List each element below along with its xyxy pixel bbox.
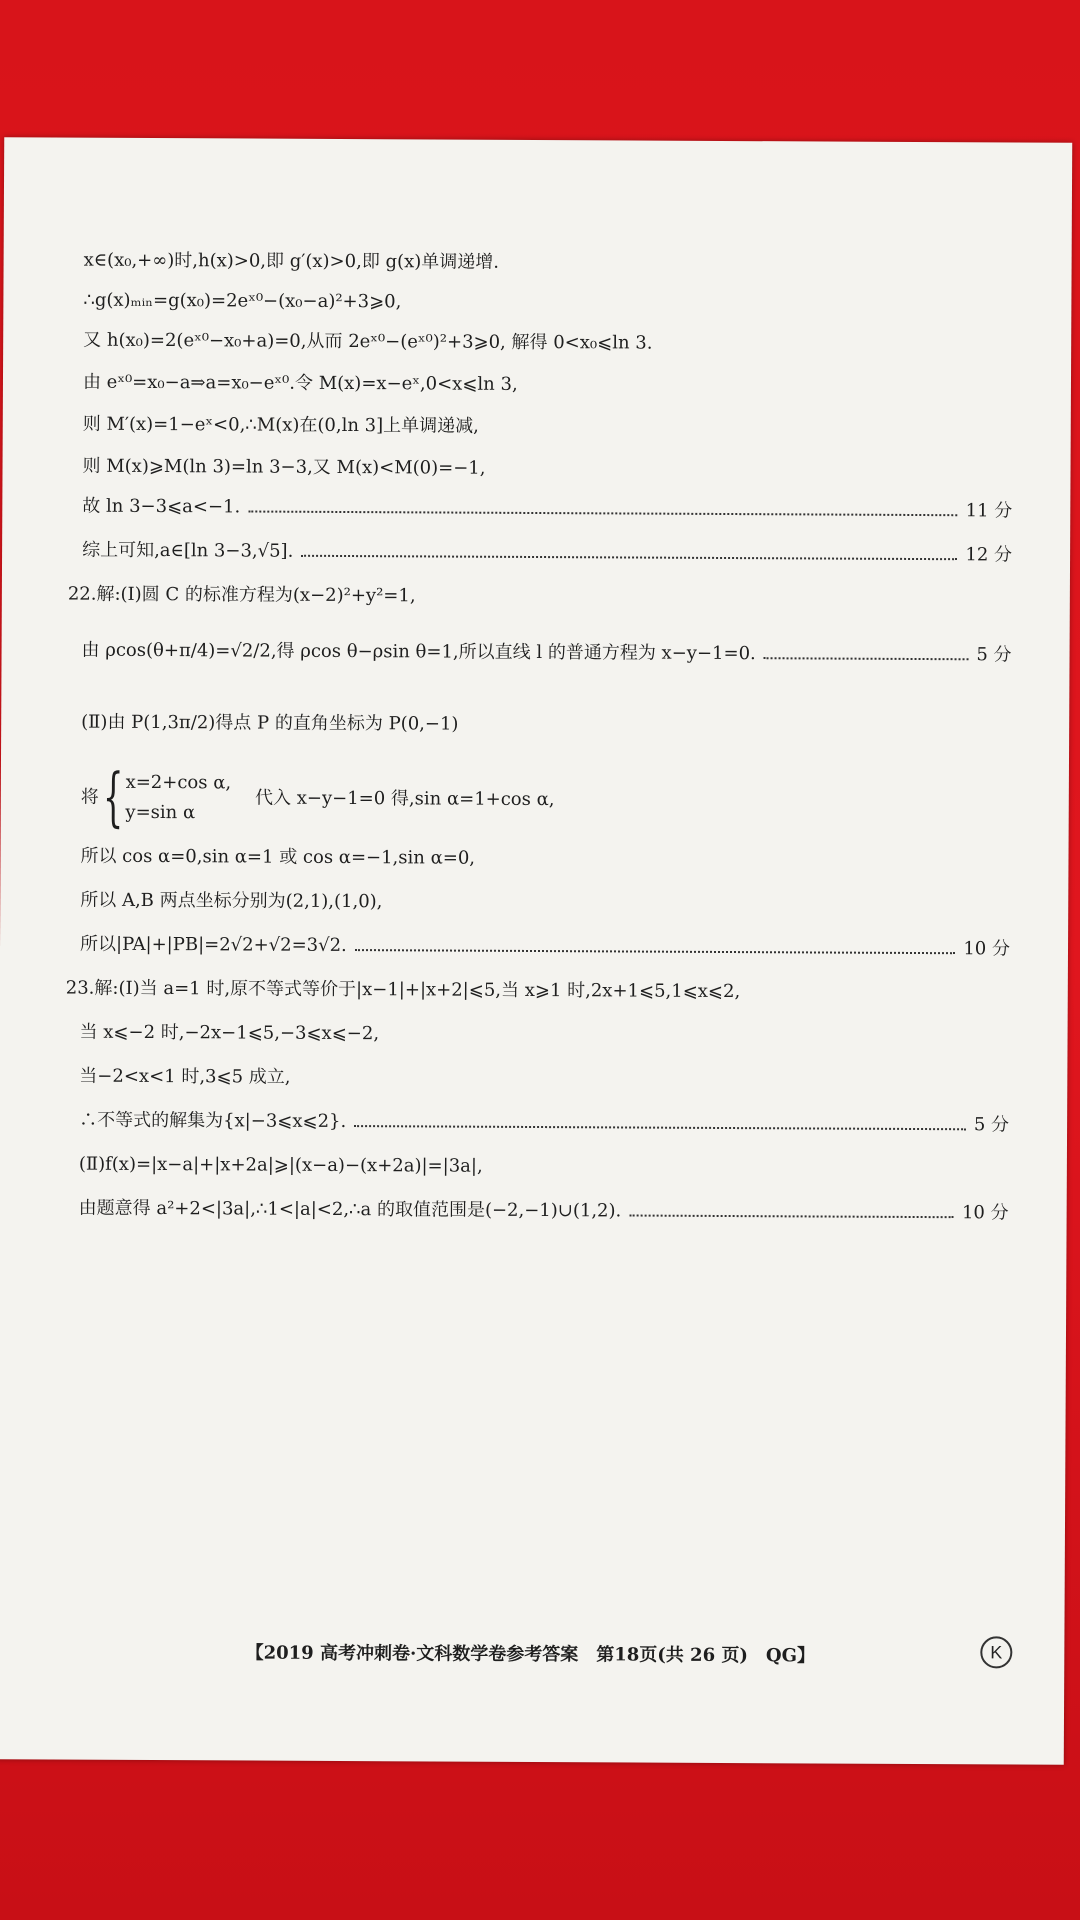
- line-text: 综上可知,a∈[ln 3−3,√5].: [82, 539, 294, 562]
- line-text: 由题意得 a²+2<|3a|,∴1<|a|<2,∴a 的取值范围是(−2,−1)∪(1,2).: [78, 1197, 622, 1222]
- line-text: ∴不等式的解集为{x|−3⩽x⩽2}.: [79, 1109, 347, 1133]
- line-text: 由 ρcos(θ+π/4)=√2/2,得 ρcos θ−ρsin θ=1,所以直线 l 的普通方程为 x−y−1=0.: [81, 639, 756, 665]
- dot-leader: [764, 657, 969, 660]
- text-line-2: ∴g(x)ₘᵢₙ=g(x₀)=2eˣ⁰−(x₀−a)²+3⩾0,: [83, 289, 402, 313]
- text-line-3: 又 h(x₀)=2(eˣ⁰−x₀+a)=0,从而 2eˣ⁰−(eˣ⁰)²+3⩾0, 解得 0<x₀⩽ln 3.: [83, 329, 653, 354]
- q22-system: [80, 760, 1011, 835]
- dot-leader: [354, 1125, 966, 1130]
- q22-line-5: 所以 cos α=0,sin α=1 或 cos α=−1,sin α=0,: [80, 845, 476, 869]
- scored-line-11: [82, 494, 1012, 525]
- score-label: 5 分: [976, 644, 1012, 666]
- q23-line-5: (Ⅱ)f(x)=|x−a|+|x+2a|⩾|(x−a)−(x+2a)|=|3a|,: [78, 1153, 483, 1177]
- line-text: 故 ln 3−3⩽a<−1.: [82, 495, 241, 518]
- system-line-2: y=sin α: [125, 801, 196, 824]
- scored-line-12: [82, 538, 1012, 569]
- left-brace: {: [102, 760, 124, 835]
- circled-k-mark: K: [980, 1636, 1012, 1668]
- score-label: 10 分: [963, 938, 1011, 960]
- q23-line-6: [79, 1196, 1009, 1227]
- system-prefix: 将: [80, 786, 99, 808]
- equation-system: [125, 768, 231, 829]
- system-suffix: 代入 x−y−1=0 得,sin α=1+cos α,: [254, 787, 555, 811]
- q23-line-4: [79, 1108, 1009, 1139]
- score-label: 12 分: [965, 544, 1013, 566]
- system-line-1: x=2+cos α,: [125, 771, 232, 794]
- q22-line-6: 所以 A,B 两点坐标分别为(2,1),(1,0),: [80, 889, 383, 913]
- dot-leader: [355, 949, 956, 954]
- score-label: 11 分: [965, 500, 1013, 522]
- text-line-5: 则 M′(x)=1−eˣ<0,∴M(x)在(0,ln 3]上单调递减,: [82, 413, 479, 437]
- q23-line-3: 当−2<x<1 时,3⩽5 成立,: [79, 1065, 291, 1088]
- page-footer: 【2019 高考冲刺卷·文科数学卷参考答案 第18页(共 26 页) QG】: [245, 1642, 816, 1667]
- dot-leader: [629, 1215, 954, 1219]
- dot-leader: [301, 555, 957, 560]
- text-line-6: 则 M(x)⩾M(ln 3)=ln 3−3,又 M(x)<M(0)=−1,: [82, 455, 486, 479]
- score-label: 5 分: [973, 1114, 1010, 1136]
- dot-leader: [248, 510, 957, 516]
- q22-line-2: [81, 638, 1011, 669]
- line-text: 所以|PA|+|PB|=2√2+√2=3√2.: [79, 933, 347, 957]
- q22-heading: 22.解:(Ⅰ)圆 C 的标准方程为(x−2)²+y²=1,: [67, 583, 416, 607]
- q23-line-2: 当 x⩽−2 时,−2x−1⩽5,−3⩽x⩽−2,: [79, 1021, 380, 1045]
- text-line-4: 由 eˣ⁰=x₀−a⇒a=x₀−eˣ⁰.令 M(x)=x−eˣ,0<x⩽ln 3,: [82, 371, 518, 395]
- answer-sheet-page: [0, 137, 1072, 1765]
- q22-line-3: (Ⅱ)由 P(1,3π/2)得点 P 的直角坐标为 P(0,−1): [81, 711, 459, 735]
- solution-text: [64, 248, 1014, 1224]
- q22-line-7: [80, 932, 1010, 963]
- text-line-1: x∈(x₀,+∞)时,h(x)>0,即 g′(x)>0,即 g(x)单调递增.: [83, 249, 500, 273]
- q23-heading: 23.解:(Ⅰ)当 a=1 时,原不等式等价于|x−1|+|x+2|⩽5,当 x⩾1 时,2x+1⩽5,1⩽x⩽2,: [65, 977, 741, 1003]
- score-label: 10 分: [961, 1202, 1009, 1224]
